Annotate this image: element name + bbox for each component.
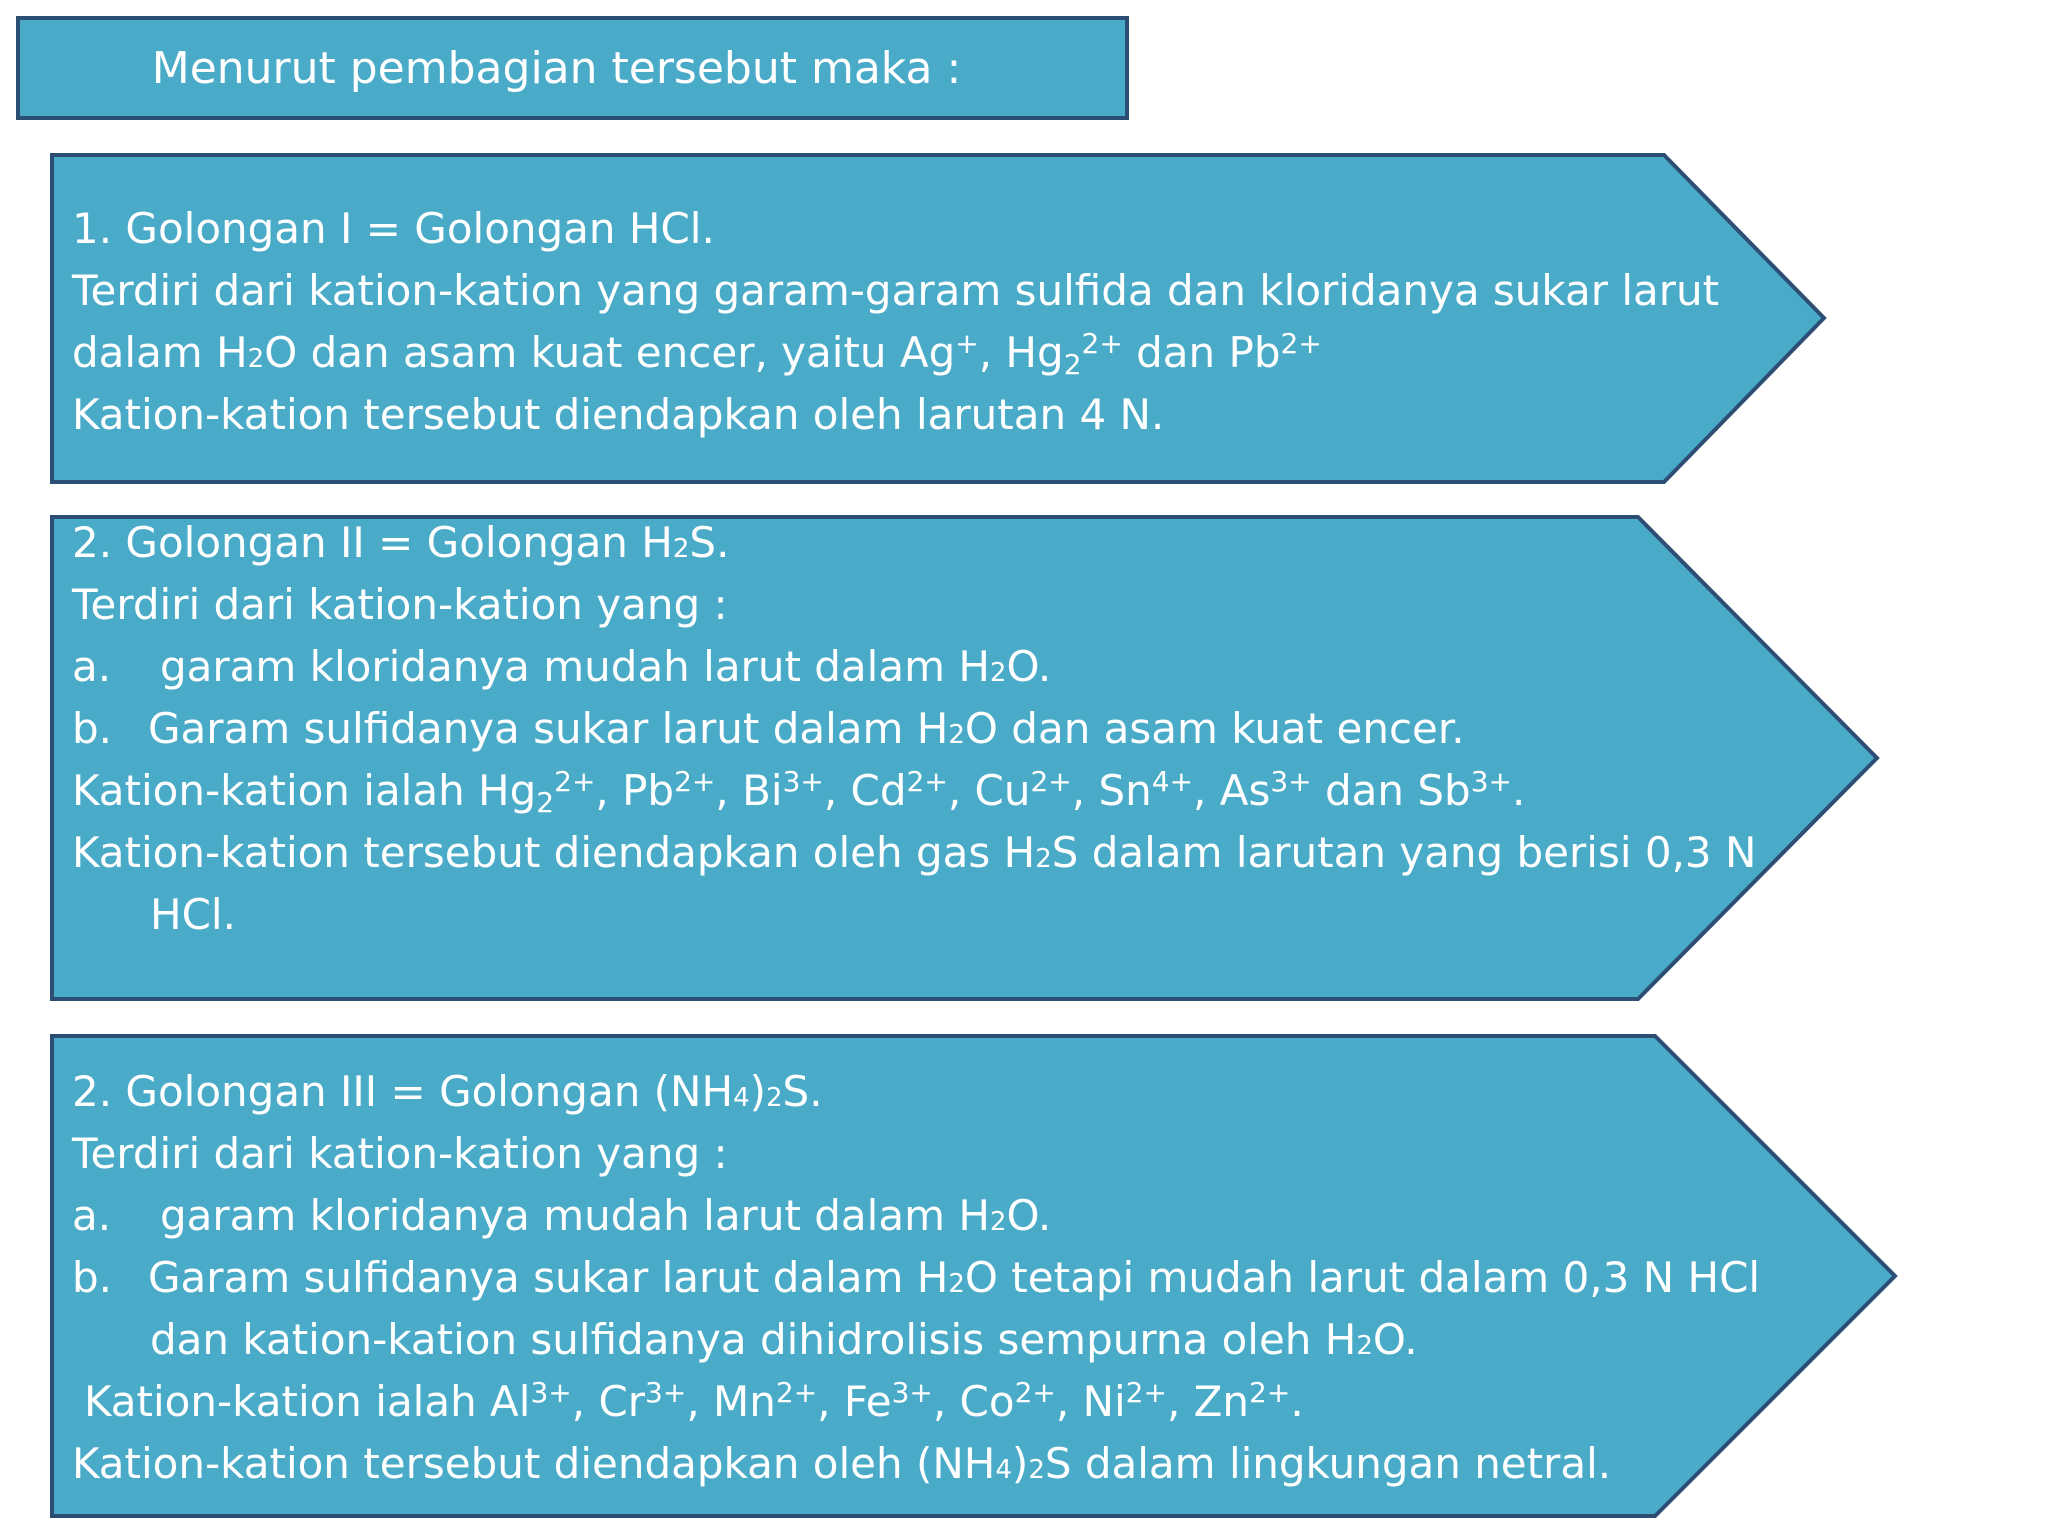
subscript: 2 — [948, 1269, 965, 1299]
text: . — [1290, 1377, 1304, 1426]
text: , Sn — [1071, 766, 1152, 815]
text: O. — [1006, 1191, 1052, 1240]
subscript: 2 — [989, 658, 1007, 688]
text: 2. Golongan III = Golongan (NH — [72, 1067, 734, 1116]
text: , Mn — [686, 1377, 776, 1426]
text: Garam sulfidanya sukar larut dalam H — [148, 1253, 949, 1302]
text: O tetapi mudah larut dalam 0,3 N HCl — [964, 1253, 1761, 1302]
text: garam kloridanya mudah larut dalam H — [160, 1191, 990, 1240]
box1-line3: Kation-kation tersebut diendapkan oleh larutan 4 N. — [72, 390, 1165, 439]
box2-line1: Terdiri dari kation-kation yang : — [72, 580, 728, 629]
superscript: 2+ — [554, 765, 596, 798]
subscript: 2 — [1028, 1455, 1045, 1485]
text: S dalam larutan yang berisi 0,3 N — [1051, 828, 1757, 877]
text: ) — [749, 1067, 766, 1116]
item-label: a. — [72, 1191, 112, 1240]
text: , Ni — [1055, 1377, 1126, 1426]
text: , Cr — [571, 1377, 646, 1426]
box2-text — [72, 512, 1756, 946]
subscript: 2 — [1035, 844, 1052, 874]
text: dan Pb — [1122, 328, 1281, 377]
text: O. — [1372, 1315, 1418, 1364]
text: , Hg — [978, 328, 1064, 377]
subscript: 2 — [672, 534, 690, 564]
box2-last — [72, 822, 1756, 884]
box2-cations — [72, 760, 1756, 822]
subscript: 2 — [536, 786, 555, 819]
superscript: 2+ — [1030, 765, 1072, 798]
box3-item-b — [72, 1247, 1760, 1309]
text: S. — [689, 518, 730, 567]
item-label: b. — [72, 1253, 113, 1302]
box2-heading — [72, 512, 1756, 574]
text: , Zn — [1166, 1377, 1250, 1426]
superscript: 3+ — [530, 1376, 572, 1409]
subscript: 2 — [1063, 348, 1082, 381]
box3-heading — [72, 1061, 1760, 1123]
text: , Cd — [823, 766, 907, 815]
superscript: 2+ — [775, 1376, 818, 1409]
text: ) — [1011, 1439, 1029, 1488]
text: , Co — [932, 1377, 1015, 1426]
text: O dan asam kuat encer. — [964, 704, 1465, 753]
text: , As — [1193, 766, 1271, 815]
superscript: 2+ — [1249, 1376, 1291, 1409]
superscript: 2+ — [906, 765, 948, 798]
text: O dan asam kuat encer, yaitu Ag — [264, 328, 956, 377]
box2-last-cont: HCl. — [150, 890, 236, 939]
box3-item-a — [72, 1185, 1760, 1247]
text: dan Sb — [1311, 766, 1471, 815]
subscript: 2 — [766, 1083, 783, 1113]
text: , Bi — [715, 766, 783, 815]
text: garam kloridanya mudah larut dalam H — [160, 642, 990, 691]
superscript: 3+ — [782, 765, 824, 798]
subscript: 2 — [1356, 1331, 1373, 1361]
text: , Pb — [595, 766, 675, 815]
superscript: + — [955, 327, 979, 360]
subscript: 2 — [989, 1207, 1007, 1237]
text: Kation-kation tersebut diendapkan oleh (NH — [72, 1439, 996, 1488]
text: Kation-kation ialah Hg — [72, 766, 537, 815]
text: S. — [782, 1067, 823, 1116]
subscript: 4 — [995, 1455, 1012, 1485]
superscript: 3+ — [645, 1376, 687, 1409]
box3-last — [72, 1433, 1760, 1495]
box3-text — [72, 1061, 1760, 1495]
text: Kation-kation ialah Al — [84, 1377, 531, 1426]
box3-cations — [72, 1371, 1760, 1433]
box1-line1: Terdiri dari kation-kation yang garam-garam sulfida dan kloridanya sukar larut — [72, 266, 1720, 315]
text: dalam H — [72, 328, 248, 377]
page-title: Menurut pembagian tersebut maka : — [151, 42, 962, 94]
text: Garam sulfidanya sukar larut dalam H — [148, 704, 949, 753]
superscript: 2+ — [1125, 1376, 1167, 1409]
text: Kation-kation tersebut diendapkan oleh gas H — [72, 828, 1036, 877]
box3-item-b-cont — [72, 1309, 1760, 1371]
item-label: b. — [72, 704, 113, 753]
superscript: 2+ — [1280, 327, 1322, 360]
text: . — [1511, 766, 1526, 815]
text: O. — [1006, 642, 1052, 691]
text: dan kation-kation sulfidanya dihidrolisis sempurna oleh H — [150, 1315, 1357, 1364]
box2-item-b — [72, 698, 1756, 760]
superscript: 2+ — [674, 765, 716, 798]
superscript: 3+ — [1470, 765, 1512, 798]
superscript: 3+ — [1270, 765, 1312, 798]
box1-line2 — [72, 322, 1719, 384]
box1-heading: 1. Golongan I = Golongan HCl. — [72, 204, 715, 253]
superscript: 2+ — [1014, 1376, 1056, 1409]
text: S dalam lingkungan netral. — [1044, 1439, 1612, 1488]
item-label: a. — [72, 642, 112, 691]
subscript: 4 — [733, 1083, 750, 1113]
box3-line1: Terdiri dari kation-kation yang : — [72, 1129, 728, 1178]
superscript: 4+ — [1151, 765, 1194, 798]
subscript: 2 — [948, 720, 965, 750]
box1-text — [72, 198, 1719, 446]
superscript: 3+ — [891, 1376, 933, 1409]
subscript: 2 — [247, 344, 265, 374]
text: , Fe — [817, 1377, 892, 1426]
superscript: 2+ — [1081, 327, 1123, 360]
text: 2. Golongan II = Golongan H — [72, 518, 673, 567]
box2-item-a — [72, 636, 1756, 698]
text: , Cu — [947, 766, 1031, 815]
